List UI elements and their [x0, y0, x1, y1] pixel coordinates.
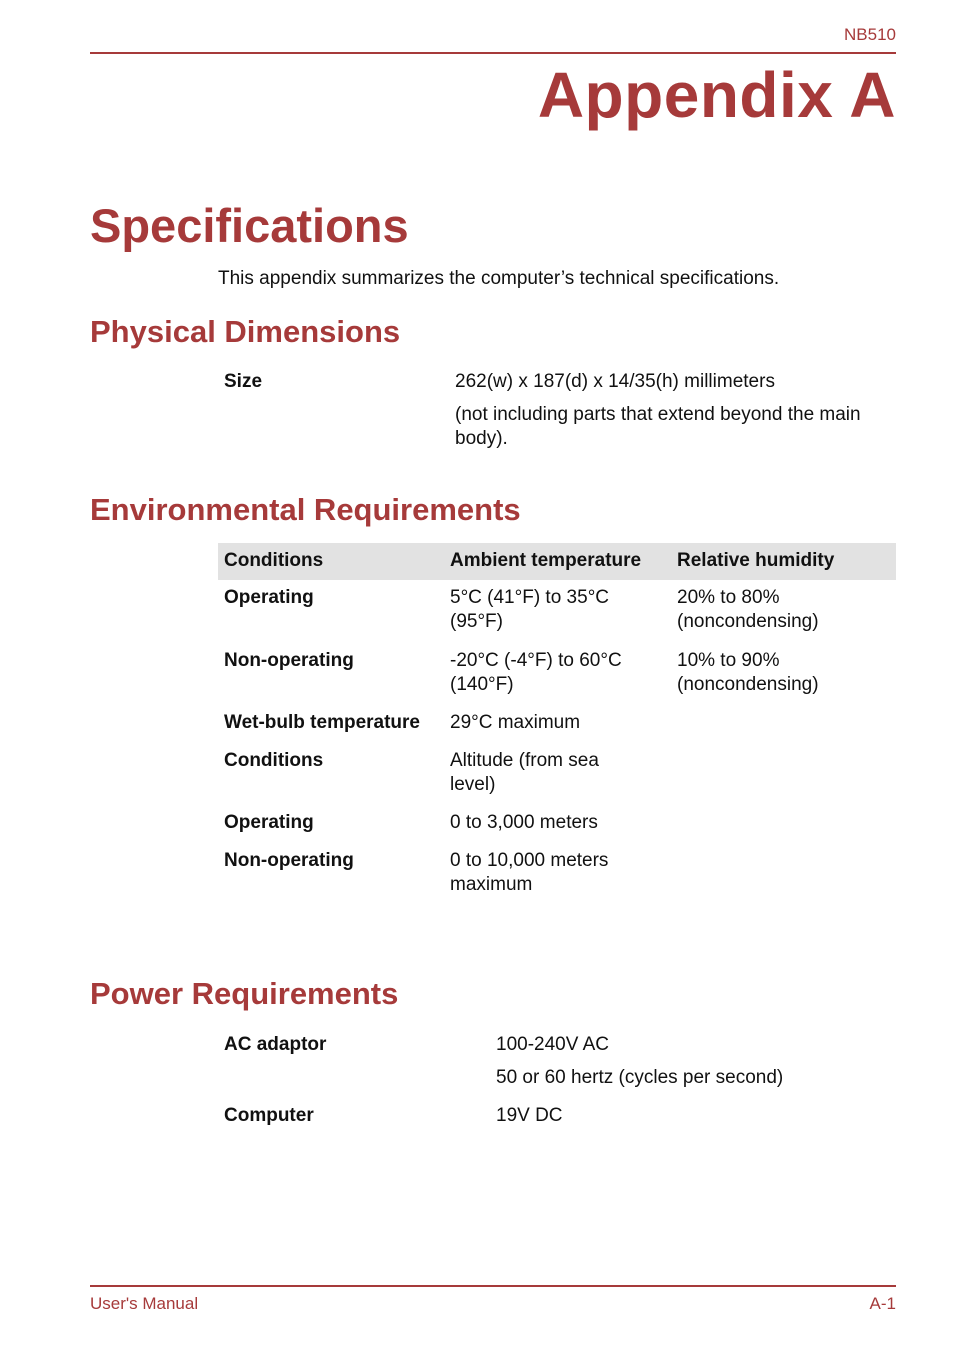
cell-altitude-header-2: level): [450, 774, 496, 795]
cell-temp-non-operating-2: (140°F): [450, 674, 514, 695]
chapter-title: Appendix A: [537, 59, 896, 131]
ac-adaptor-frequency: 50 or 60 hertz (cycles per second): [496, 1067, 784, 1088]
column-header-conditions: Conditions: [224, 550, 324, 571]
footer-rule: [90, 1285, 896, 1287]
ac-adaptor-label: AC adaptor: [224, 1034, 327, 1055]
row-label-altitude-non-operating: Non-operating: [224, 850, 354, 871]
column-header-relative-humidity: Relative humidity: [677, 550, 835, 571]
size-value: 262(w) x 187(d) x 14/35(h) millimeters: [455, 371, 775, 392]
cell-humidity-operating-2: (noncondensing): [677, 611, 819, 632]
row-label-altitude-operating: Operating: [224, 812, 314, 833]
size-label: Size: [224, 371, 263, 392]
header-rule: [90, 52, 896, 54]
footer-page-number: A-1: [869, 1294, 896, 1313]
cell-temp-operating-1: 5°C (41°F) to 35°C: [450, 587, 610, 608]
cell-altitude-non-operating-2: maximum: [450, 874, 533, 895]
cell-humidity-non-operating-1: 10% to 90%: [677, 650, 780, 671]
physical-dimensions-heading: Physical Dimensions: [90, 314, 401, 349]
power-requirements-heading: Power Requirements: [90, 976, 399, 1011]
page-title: Specifications: [90, 199, 409, 252]
cell-altitude-operating: 0 to 3,000 meters: [450, 812, 598, 833]
column-header-ambient-temperature: Ambient temperature: [450, 550, 642, 571]
computer-voltage: 19V DC: [496, 1105, 563, 1126]
cell-temp-non-operating-1: -20°C (-4°F) to 60°C: [450, 650, 622, 671]
cell-altitude-header-1: Altitude (from sea: [450, 750, 599, 771]
row-label-wet-bulb: Wet-bulb temperature: [224, 712, 421, 733]
intro-text: This appendix summarizes the computer’s technical specifications.: [218, 268, 780, 289]
computer-label: Computer: [224, 1105, 314, 1126]
ac-adaptor-voltage: 100-240V AC: [496, 1034, 610, 1055]
row-label-non-operating: Non-operating: [224, 650, 354, 671]
cell-humidity-non-operating-2: (noncondensing): [677, 674, 819, 695]
size-note-line-1: (not including parts that extend beyond the main: [455, 404, 861, 425]
cell-temp-wet-bulb: 29°C maximum: [450, 712, 581, 733]
footer-manual-title: User's Manual: [90, 1294, 199, 1313]
cell-humidity-operating-1: 20% to 80%: [677, 587, 780, 608]
environmental-requirements-heading: Environmental Requirements: [90, 492, 521, 527]
model-number: NB510: [844, 25, 896, 44]
size-note-line-2: body).: [455, 428, 508, 449]
cell-altitude-non-operating-1: 0 to 10,000 meters: [450, 850, 609, 871]
row-label-altitude-conditions: Conditions: [224, 750, 324, 771]
cell-temp-operating-2: (95°F): [450, 611, 503, 632]
row-label-operating: Operating: [224, 587, 314, 608]
